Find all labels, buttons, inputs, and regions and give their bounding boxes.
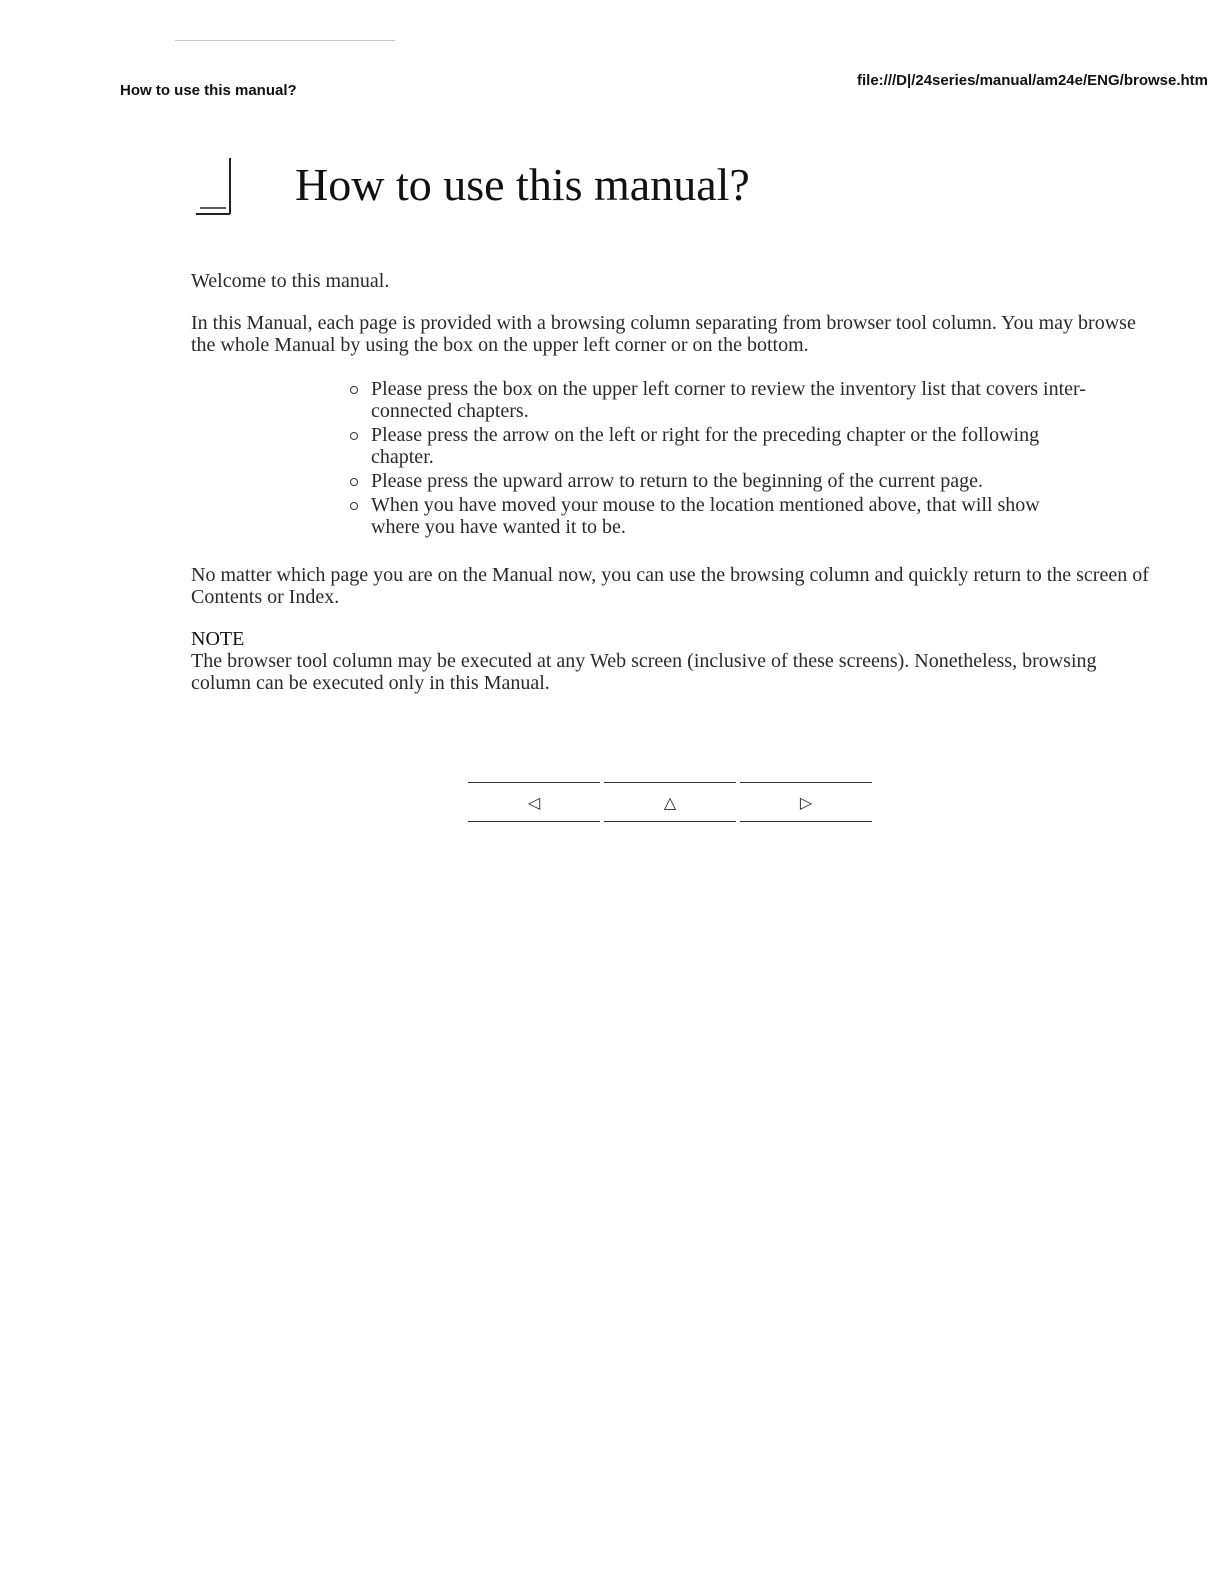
up-arrow-icon: △ (663, 792, 677, 812)
intro-paragraph: In this Manual, each page is provided with a browsing column separating from browser tool column. You may browse the whole Manual by using the box on the upper left corner or on the bottom. (191, 312, 1136, 356)
contents-box-icon[interactable] (196, 156, 234, 216)
list-item (371, 494, 1091, 538)
previous-chapter-button[interactable] (468, 782, 600, 822)
note-heading: NOTE (191, 628, 245, 650)
left-arrow-icon: ◁ (527, 792, 541, 812)
list-item-text: Please press the arrow on the left or right for the preceding chapter or the following chapter. (371, 424, 1040, 468)
list-item-text: Please press the box on the upper left corner to review the inventory list that covers inter-connected chapters. (371, 378, 1086, 422)
note-text: The browser tool column may be executed at any Web screen (inclusive of these screens). Nonetheless, browsing column can be executed only in this Manual. (191, 650, 1097, 694)
list-item (371, 470, 1091, 492)
browsing-column (468, 782, 874, 830)
list-item-text: When you have moved your mouse to the location mentioned above, that will show where you have wanted it to be. (371, 494, 1040, 538)
scan-artifact (175, 40, 395, 41)
bullet-icon (350, 478, 358, 486)
list-item-text: Please press the upward arrow to return to the beginning of the current page. (371, 470, 984, 492)
print-header-title: How to use this manual? (120, 82, 297, 99)
page-title: How to use this manual? (295, 159, 750, 210)
bullet-icon (350, 502, 358, 510)
bullet-icon (350, 432, 358, 440)
next-chapter-button[interactable] (740, 782, 872, 822)
manual-content (191, 270, 1151, 694)
instruction-list (191, 378, 1091, 538)
summary-paragraph: No matter which page you are on the Manual now, you can use the browsing column and quickly return to the screen of Contents or Index. (191, 564, 1149, 608)
page-top-button[interactable] (604, 782, 736, 822)
list-item (371, 378, 1091, 422)
welcome-text: Welcome to this manual. (191, 270, 390, 292)
bullet-icon (350, 386, 358, 394)
right-arrow-icon: ▷ (799, 792, 813, 812)
print-header-url: file:///D|/24series/manual/am24e/ENG/browse.htm (857, 72, 1208, 89)
list-item (371, 424, 1091, 468)
